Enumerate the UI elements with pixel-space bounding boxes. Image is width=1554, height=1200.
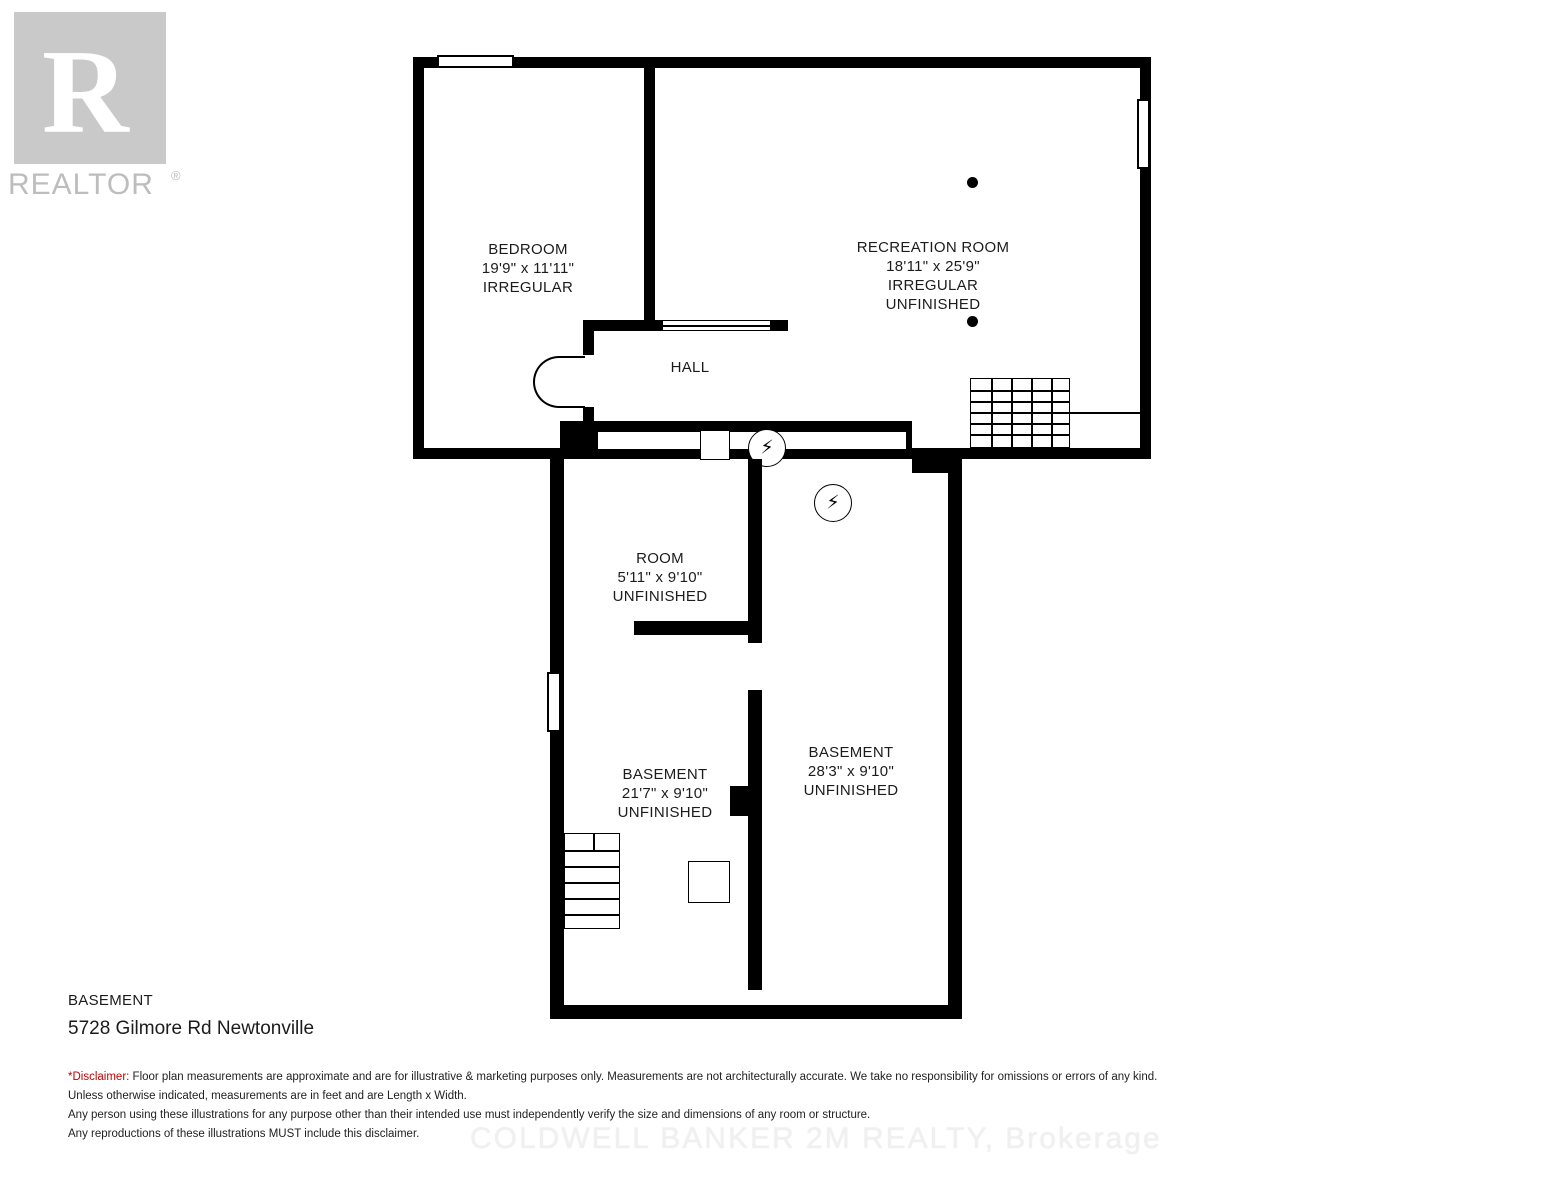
wall-lower-top-right (912, 459, 962, 473)
room-label-recreation-room (790, 238, 1076, 314)
door-swing-icon (533, 356, 585, 408)
lightning-bolt-icon: ⚡ (826, 491, 840, 514)
room-name: ROOM (636, 550, 684, 567)
room-note-2: UNFINISHED (885, 296, 981, 313)
room-label-bedroom (420, 240, 636, 297)
disclaimer-line-3: Any person using these illustrations for any purpose other than their intended use must independently verify the size and dimensions of any room or structure. (68, 1109, 871, 1121)
room-label-hall (620, 358, 760, 377)
room-note: UNFINISHED (612, 588, 708, 605)
room-name: RECREATION ROOM (856, 239, 1010, 256)
room-label-basement-right (766, 743, 936, 800)
electrical-panel-icon-2 (814, 484, 852, 522)
room-dimensions: 21'7" x 9'10" (621, 785, 709, 802)
floor-feature-square (688, 861, 730, 903)
room-dimensions: 18'11" x 25'9" (886, 258, 980, 275)
window-recreation-right (1137, 99, 1150, 169)
realtor-logo-wordmark: REALTOR (8, 168, 154, 201)
room-label-room (578, 549, 742, 606)
opening-lower-center-1 (748, 643, 762, 690)
room-note: IRREGULAR (887, 277, 979, 294)
room-dimensions: 19'9" x 11'11" (481, 260, 575, 277)
mid-band-line-top (598, 430, 906, 432)
wall-upper-top (413, 57, 1151, 68)
room-name: HALL (670, 359, 710, 376)
room-name: BASEMENT (808, 744, 894, 761)
stairs-icon-lower (564, 833, 620, 929)
stairs-icon-upper (970, 378, 1070, 448)
disclaimer-line-1 (68, 1068, 1248, 1087)
wall-upper-bottom-right (905, 448, 1151, 459)
disclaimer-line-2: Unless otherwise indicated, measurements are in feet and are Length x Width. (68, 1090, 467, 1102)
window-basement-left (547, 672, 561, 732)
wall-bedroom-recreation-divider (644, 57, 655, 323)
room-dimensions: 28'3" x 9'10" (807, 763, 895, 780)
window-bedroom-top (437, 55, 514, 68)
caption-block (68, 992, 868, 1040)
property-address: 5728 Gilmore Rd Newtonville (68, 1018, 315, 1039)
stairs-upper-extension (1070, 412, 1140, 414)
wall-lower-left (550, 459, 564, 1019)
room-dimensions: 5'11" x 9'10" (617, 569, 703, 586)
column-dot-1 (967, 177, 978, 188)
wall-lower-center-vertical-upper (748, 459, 762, 643)
room-note: UNFINISHED (617, 804, 713, 821)
wall-lower-right (948, 459, 962, 1019)
wall-lower-center-vertical-mid (748, 690, 762, 990)
room-label-basement-left (580, 765, 750, 822)
room-name: BEDROOM (488, 241, 568, 258)
wall-lower-top-left (550, 459, 564, 473)
room-note: UNFINISHED (803, 782, 899, 799)
disclaimer-line-4: Any reproductions of these illustrations MUST include this disclaimer. (68, 1128, 420, 1140)
room-name: BASEMENT (622, 766, 708, 783)
floor-name-label: BASEMENT (68, 992, 153, 1009)
disclaimer-line-1-text: Floor plan measurements are approximate and are for illustrative & marketing purposes only. Measurements are not architecturally accurate. We take no responsibility for omissions or errors of any kind. (129, 1071, 1158, 1083)
hall-top-opening-line (663, 325, 770, 327)
realtor-logo-registered-mark: ® (171, 168, 181, 183)
lightning-bolt-icon: ⚡ (760, 436, 774, 459)
disclaimer-heading: *Disclaimer: (68, 1071, 130, 1083)
wall-room-bottom (634, 621, 762, 635)
realtor-logo-letter: R (42, 25, 127, 158)
brokerage-watermark: COLDWELL BANKER 2M REALTY, Brokerage (470, 1122, 1162, 1155)
room-note: IRREGULAR (482, 279, 574, 296)
column-dot-2 (967, 316, 978, 327)
wall-upper-bottom-left (413, 448, 573, 459)
mid-band-access-square (700, 430, 730, 460)
